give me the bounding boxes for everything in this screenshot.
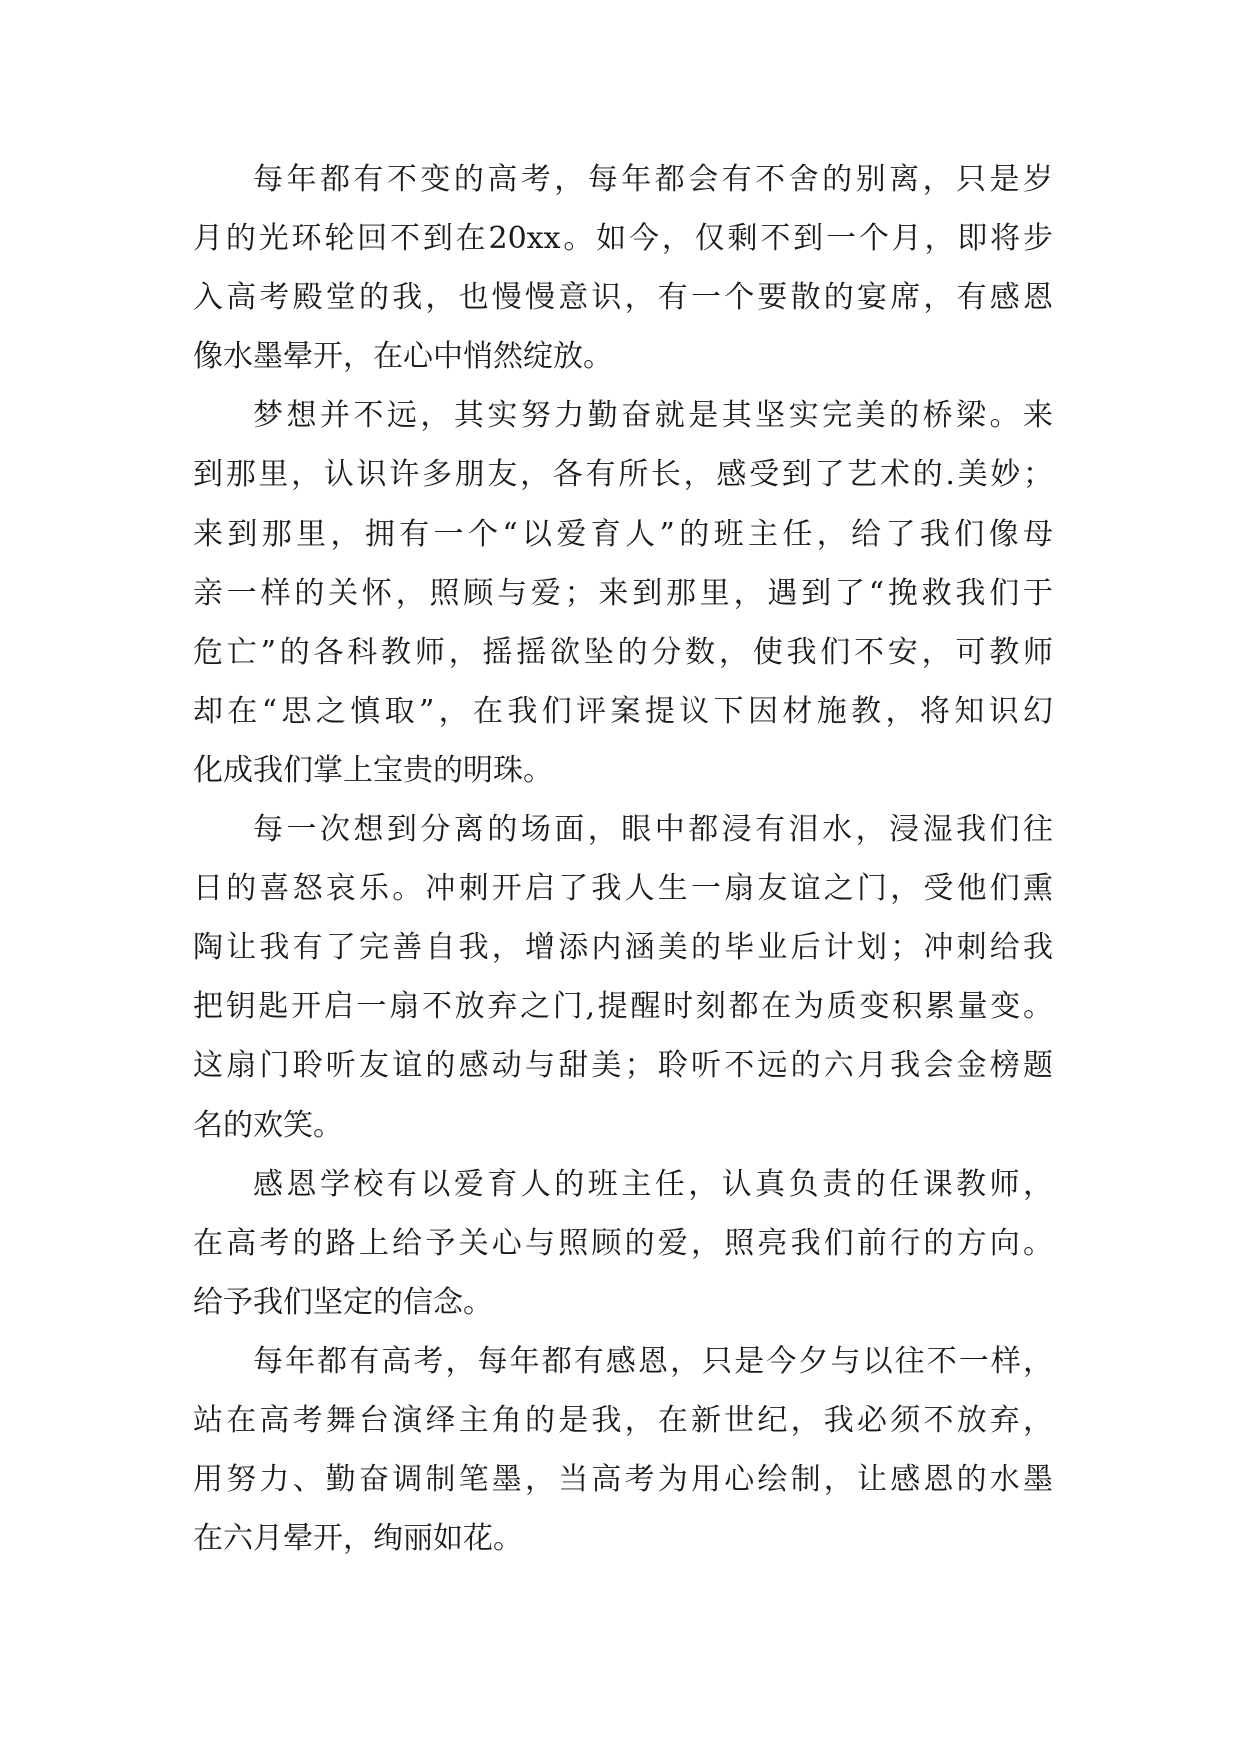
paragraph-5 xyxy=(193,1332,1053,1568)
paragraph-line: 像水墨晕开，在心中悄然绽放。 xyxy=(193,339,613,375)
paragraph-line: 化成我们掌上宝贵的明珠。 xyxy=(193,752,553,788)
paragraph-line: 在六月晕开，绚丽如花。 xyxy=(193,1521,523,1557)
paragraph-line: 站在高考舞台演绎主角的是我，在新世纪，我必须不放弃， xyxy=(193,1402,1053,1438)
paragraph-line: 名的欢笑。 xyxy=(193,1107,343,1143)
paragraph-line: 入高考殿堂的我，也慢慢意识，有一个要散的宴席，有感恩 xyxy=(193,280,1053,316)
paragraph-1 xyxy=(193,150,1053,386)
paragraph-line: 来到那里，拥有一个“以爱育人”的班主任，给了我们像母 xyxy=(193,516,1053,552)
paragraph-line: 亲一样的关怀，照顾与爱；来到那里，遇到了“挽救我们于 xyxy=(193,575,1053,611)
paragraph-line: 在高考的路上给予关心与照顾的爱，照亮我们前行的方向。 xyxy=(193,1225,1053,1261)
paragraph-3 xyxy=(193,800,1053,1155)
paragraph-line: 每年都有高考，每年都有感恩，只是今夕与以往不一样， xyxy=(253,1343,1053,1379)
paragraph-line: 感恩学校有以爱育人的班主任，认真负责的任课教师， xyxy=(253,1166,1053,1202)
paragraph-2 xyxy=(193,386,1053,800)
paragraph-line: 日的喜怒哀乐。冲刺开启了我人生一扇友谊之门，受他们熏 xyxy=(193,871,1053,907)
paragraph-line: 每一次想到分离的场面，眼中都浸有泪水，浸湿我们往 xyxy=(253,812,1053,848)
paragraph-line: 月的光环轮回不到在20xx。如今，仅剩不到一个月，即将步 xyxy=(193,221,1053,257)
paragraph-line: 给予我们坚定的信念。 xyxy=(193,1284,493,1320)
document-body xyxy=(193,150,1053,1568)
paragraph-line: 却在“思之慎取”，在我们评案提议下因材施教，将知识幻 xyxy=(193,693,1053,729)
paragraph-line: 梦想并不远，其实努力勤奋就是其坚实完美的桥梁。来 xyxy=(253,398,1053,434)
paragraph-line: 危亡”的各科教师，摇摇欲坠的分数，使我们不安，可教师 xyxy=(193,634,1053,670)
paragraph-line: 陶让我有了完善自我，增添内涵美的毕业后计划；冲刺给我 xyxy=(193,930,1053,966)
paragraph-line: 这扇门聆听友谊的感动与甜美；聆听不远的六月我会金榜题 xyxy=(193,1048,1053,1084)
paragraph-line: 到那里，认识许多朋友，各有所长，感受到了艺术的.美妙； xyxy=(193,457,1053,493)
paragraph-4 xyxy=(193,1155,1053,1332)
paragraph-line: 用努力、勤奋调制笔墨，当高考为用心绘制，让感恩的水墨 xyxy=(193,1462,1053,1498)
paragraph-line: 每年都有不变的高考，每年都会有不舍的别离，只是岁 xyxy=(253,162,1053,197)
paragraph-line: 把钥匙开启一扇不放弃之门,提醒时刻都在为质变积累量变。 xyxy=(193,989,1053,1025)
